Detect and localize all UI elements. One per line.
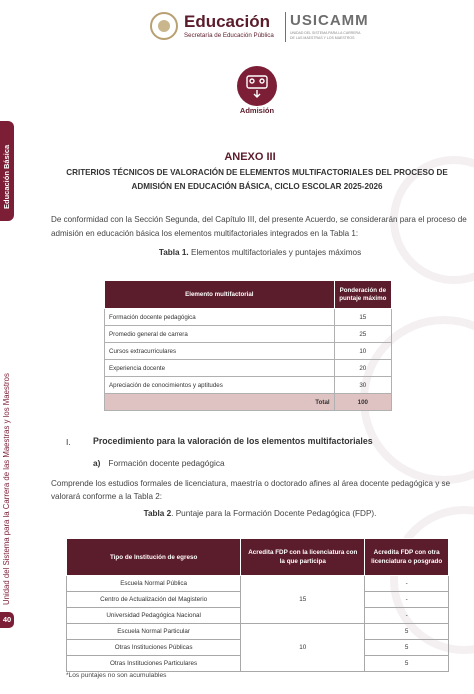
table2-header: Acredita FDP con la licenciatura con la que participa — [241, 539, 365, 576]
table-row: Experiencia docente 20 — [105, 360, 392, 377]
fdp-paragraph: Comprende los estudios formales de licenciatura, maestría o doctorado afines al área docente pedagógica y se valorará conforme a la Tabla 2: — [51, 479, 451, 501]
table-row: Universidad Pedagógica Nacional - — [67, 608, 449, 624]
intro-paragraph: De conformidad con la Sección Segunda, del Capítulo III, del presente Acuerdo, se considerarán para el proceso de admisión en educación básica los elementos multifactoriales integrados en la Tabla 1: — [51, 215, 467, 238]
table-row: Formación docente pedagógica 15 — [105, 309, 392, 326]
seal-icon — [150, 12, 178, 40]
fdp-table — [66, 538, 449, 672]
table2-caption: Tabla 2. Puntaje para la Formación Docente Pedagógica (FDP). — [143, 509, 377, 518]
section-tab-label: Educación Básica — [2, 144, 11, 209]
table-row: Otras Instituciones Particulares 5 — [67, 656, 449, 672]
section-title: Procedimiento para la valoración de los elementos multifactoriales — [93, 436, 373, 446]
group-score-other: 10 — [241, 624, 365, 672]
table-row: Centro de Actualización del Magisterio - — [67, 592, 449, 608]
header-divider — [285, 12, 286, 42]
page-number: 40 — [0, 612, 14, 628]
table1-header: Ponderación de puntaje máximo — [334, 281, 391, 309]
annex-title: ANEXO III — [224, 151, 276, 163]
section-number: I. — [66, 437, 71, 447]
multifactorial-table — [104, 280, 392, 411]
usicamm-subtitle: UNIDAD DEL SISTEMA PARA LA CARRERA DE LAS MAESTRAS Y LOS MAESTROS — [290, 31, 361, 40]
table2-header: Acredita FDP con otra licenciatura o posgrado — [365, 539, 449, 576]
usicamm-logo: USICAMM — [290, 12, 369, 29]
group-score-public: 15 — [241, 576, 365, 624]
educacion-logo — [150, 10, 290, 42]
table2-header: Tipo de Institución de egreso — [67, 539, 241, 576]
table-row: Apreciación de conocimientos y aptitudes 30 — [105, 377, 392, 394]
table1-caption: Tabla 1. Elementos multifactoriales y puntajes máximos — [158, 248, 362, 257]
table-row: Promedio general de carrera 25 — [105, 326, 392, 343]
educacion-subtitle: Secretaría de Educación Pública — [184, 32, 274, 39]
table-row: Escuela Normal Pública 15 - — [67, 576, 449, 592]
table-row: Cursos extracurriculares 10 — [105, 343, 392, 360]
admission-label: Admisión — [239, 106, 275, 115]
document-title: CRITERIOS TÉCNICOS DE VALORACIÓN DE ELEMENTOS MULTIFACTORIALES DEL PROCESO DE ADMISIÓN EN EDUCACIÓN BÁSICA, CICLO ESCOLAR 2025-2026 — [66, 168, 448, 191]
subsection-title: a) Formación docente pedagógica — [93, 458, 225, 468]
table-row: Escuela Normal Particular 10 5 — [67, 624, 449, 640]
footnote: *Los puntajes no son acumulables — [66, 672, 167, 679]
admission-icon — [237, 66, 277, 106]
table1-header: Elemento multifactorial — [105, 281, 335, 309]
educacion-name: Educación — [184, 12, 270, 31]
total-row: Total 100 — [105, 394, 392, 411]
table-row: Otras Instituciones Públicas 5 — [67, 640, 449, 656]
unit-label: Unidad del Sistema para la Carrera de las Maestras y los Maestros — [2, 373, 11, 605]
